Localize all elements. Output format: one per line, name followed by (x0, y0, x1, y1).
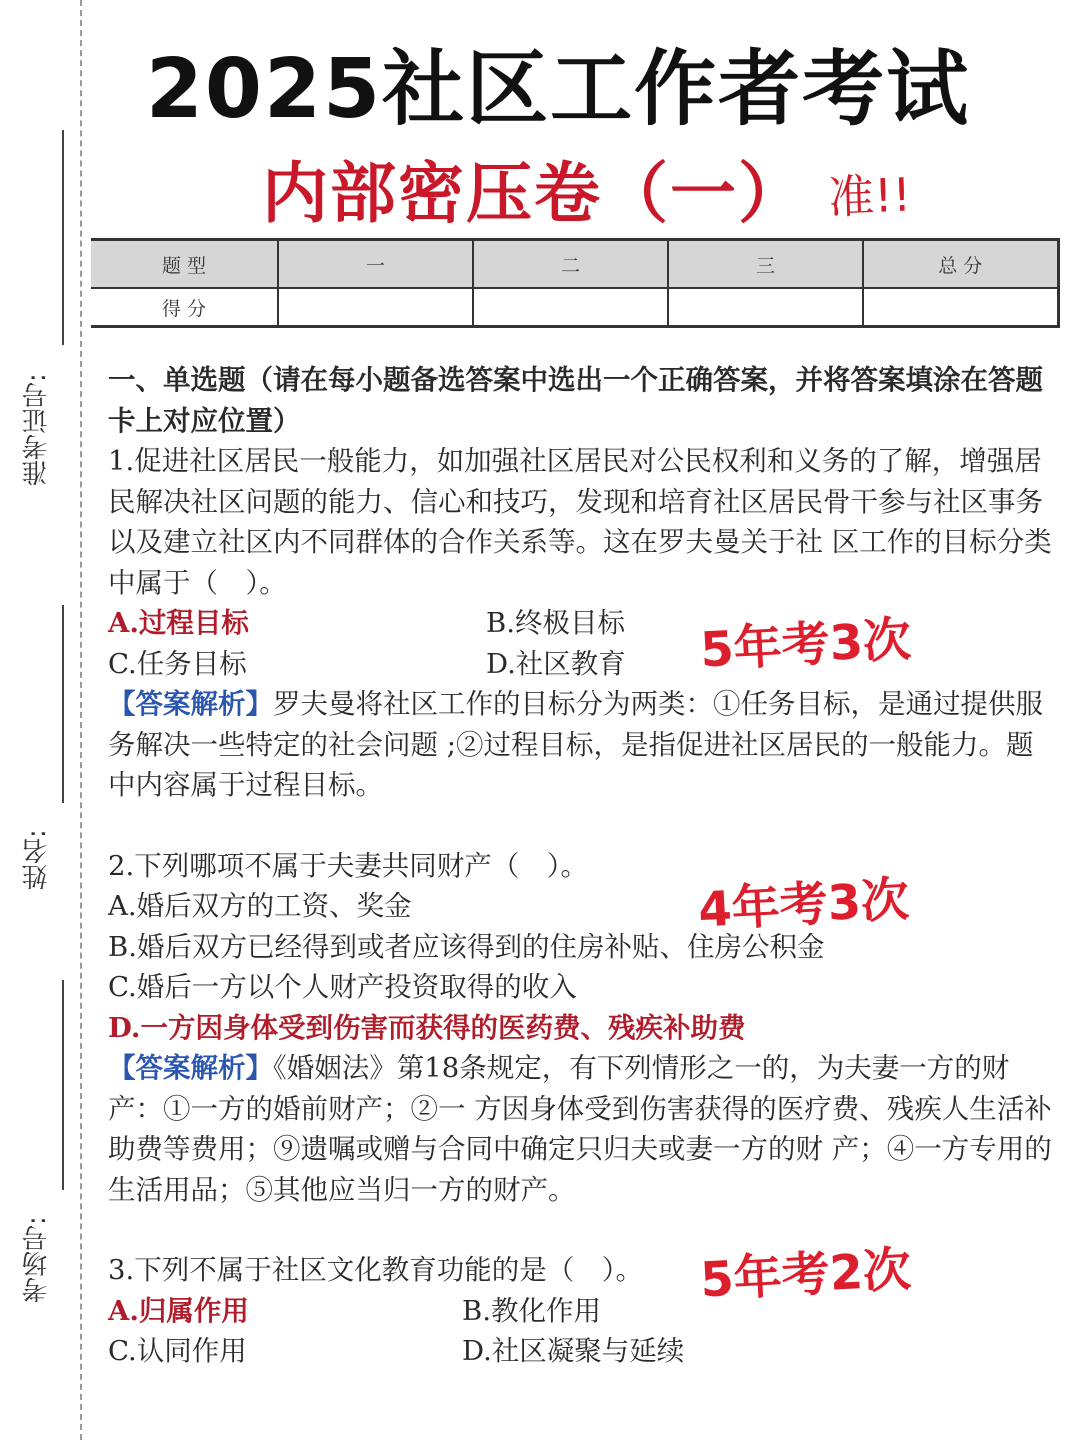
question-1-options (108, 603, 1056, 684)
question-1-option-d: D.社区教育 (486, 647, 626, 680)
header-cell-total: 总 分 (863, 240, 1058, 289)
name-field (18, 605, 68, 905)
page-subtitle: 内部密压卷（一） (262, 155, 806, 232)
name-label: 姓名: (22, 829, 52, 891)
question-1-option-a: A.过程目标 (108, 607, 249, 639)
exam-id-rule (62, 130, 64, 345)
score-cell-part-2 (473, 288, 668, 327)
score-table-score-row (91, 288, 1058, 327)
name-rule (62, 605, 64, 803)
header-cell-type: 题 型 (91, 240, 278, 289)
question-3-option-d: D.社区凝聚与延续 (462, 1335, 685, 1367)
question-3 (108, 1250, 1056, 1372)
question-1-option-b: B.终极目标 (486, 607, 625, 639)
question-1-frequency-stamp: 5年考3次 (698, 611, 913, 679)
header-cell-part-2: 二 (473, 240, 668, 289)
question-3-option-b: B.教化作用 (462, 1294, 601, 1327)
question-2-frequency-stamp: 4年考3次 (696, 871, 911, 939)
exam-id-label: 准考证号: (22, 373, 52, 487)
score-table (91, 238, 1060, 328)
question-2-option-d: D.一方因身体受到伤害而获得的医药费、残疾补助费 (108, 1011, 746, 1044)
score-row-label: 得 分 (91, 288, 278, 327)
question-2-option-b: B.婚后双方已经得到或者应该得到的住房补贴、住房公积金 (108, 930, 825, 963)
question-1-option-c: C.任务目标 (108, 647, 247, 680)
question-2-option-c: C.婚后一方以个人财产投资取得的收入 (108, 971, 577, 1003)
page-title: 2025社区工作者考试 (145, 42, 971, 137)
score-table-header-row (91, 240, 1058, 289)
question-3-frequency-stamp: 5年考2次 (698, 1241, 913, 1309)
question-2-explanation-text: 《婚姻法》第18条规定，有下列情形之一的，为夫妻一方的财产：①一方的婚前财产；②一 方因身体受到伤害获得的医疗费、残疾人生活补助费等费用；⑨遗嘱或赠与合同中确定只归夫或妻一方的财 产；④一方专用的生活用品；⑤其他应当归一方的财产。 (108, 1052, 1052, 1206)
question-1-stem: 1.促进社区居民一般能力，如加强社区居民对公民权利和义务的了解，增强居民解决社区问题的能力、信心和技巧，发现和培育社区居民骨干参与社区事务以及建立社区内不同群体的合作关系等。这在罗夫曼关于社 区工作的目标分类中属于（ ）。 (108, 445, 1052, 599)
binding-dashed-line (80, 0, 82, 1440)
room-number-label: 考场号: (22, 1216, 52, 1304)
question-1-explanation-text: 罗夫曼将社区工作的目标分为两类：①任务目标，是通过提供服务解决一些特定的社会问题 ;②过程目标，是指促进社区居民的一般能力。题中内容属于过程目标。 (108, 688, 1043, 801)
header-cell-part-1: 一 (278, 240, 473, 289)
score-cell-total (863, 288, 1058, 327)
question-2-explanation-label: 【答案解析】 (108, 1052, 273, 1084)
question-1-explanation-label: 【答案解析】 (108, 688, 273, 720)
exam-id-field (18, 130, 68, 510)
question-2 (108, 846, 1056, 1211)
score-cell-part-1 (278, 288, 473, 327)
question-1-explanation (108, 684, 1056, 806)
section-heading: 一、单选题（请在每小题备选答案中选出一个正确答案，并将答案填涂在答题卡上对应位置） (108, 364, 1043, 437)
question-3-options (108, 1291, 1056, 1372)
question-3-option-a: A.归属作用 (108, 1294, 249, 1327)
header-cell-part-3: 三 (668, 240, 863, 289)
handwritten-note: 准!! (827, 167, 912, 225)
question-1 (108, 441, 1056, 806)
question-3-stem: 3.下列不属于社区文化教育功能的是（ ）。 (108, 1254, 643, 1286)
question-2-explanation (108, 1048, 1056, 1210)
room-number-rule (62, 980, 64, 1190)
question-content (108, 360, 1056, 1372)
question-2-option-a: A.婚后双方的工资、奖金 (108, 890, 412, 922)
question-2-stem: 2.下列哪项不属于夫妻共同财产（ ）。 (108, 849, 588, 882)
room-number-field (18, 980, 68, 1320)
question-3-option-c: C.认同作用 (108, 1335, 247, 1367)
score-cell-part-3 (668, 288, 863, 327)
